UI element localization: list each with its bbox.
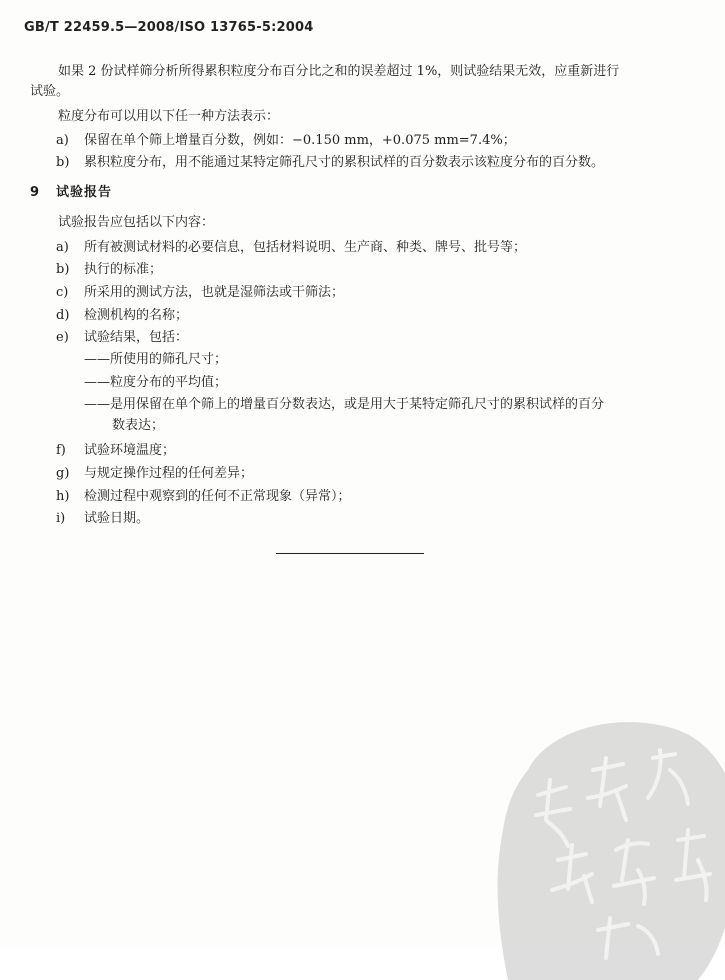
list-item-label: e) [56, 330, 69, 345]
list-item-label: d) [56, 308, 70, 323]
list-item-text: 所有被测试材料的必要信息，包括材料说明、生产商、种类、牌号、批号等； [84, 240, 527, 255]
list-item-text: 试验结果，包括： [84, 330, 189, 345]
list-item-text: 执行的标准； [84, 262, 163, 277]
list-item-label: b) [56, 262, 70, 277]
section-number: 9 [30, 185, 40, 200]
list-item-text: 检测过程中观察到的任何不正常现象（异常）； [84, 489, 351, 504]
paragraph-line: 试验报告应包括以下内容： [58, 215, 215, 230]
section-title: 试验报告 [56, 185, 113, 200]
list-item-text: 保留在单个筛上增量百分数，例如：−0.150 mm，+0.075 mm=7.4%； [84, 133, 516, 148]
list-item-text: 与规定操作过程的任何差异； [84, 466, 254, 481]
list-item-text: 累积粒度分布，用不能通过某特定筛孔尺寸的累积试样的百分数表示该粒度分布的百分数。 [84, 155, 605, 170]
sub-list-item: ——粒度分布的平均值； [84, 375, 228, 390]
list-item-label: h) [56, 489, 70, 504]
list-item-text: 检测机构的名称； [84, 308, 189, 323]
standard-number-header: GB/T 22459.5—2008/ISO 13765-5:2004 [24, 20, 314, 35]
seal-stamp-watermark [488, 700, 725, 980]
list-item-text: 试验环境温度； [84, 443, 176, 458]
list-item-label: b) [56, 155, 70, 170]
paragraph-line: 粒度分布可以用以下任一种方法表示： [58, 109, 280, 124]
end-rule-divider [276, 553, 424, 554]
list-item-label: a) [56, 133, 69, 148]
sub-list-item-continuation: 数表达； [112, 418, 165, 433]
list-item-label: f) [56, 443, 66, 458]
list-item-label: g) [56, 466, 70, 481]
list-item-text: 试验日期。 [84, 511, 150, 526]
list-item-label: i) [56, 511, 66, 526]
list-item-text: 所采用的测试方法，也就是湿筛法或干筛法； [84, 285, 345, 300]
sub-list-item: ——是用保留在单个筛上的增量百分数表达，或是用大于某特定筛孔尺寸的累积试样的百分 [84, 397, 605, 412]
list-item-label: a) [56, 240, 69, 255]
paragraph-line: 如果 2 份试样筛分析所得累积粒度分布百分比之和的误差超过 1%，则试验结果无效，应重新进行 [58, 64, 620, 79]
sub-list-item: ——所使用的筛孔尺寸； [84, 352, 228, 367]
paragraph-line: 试验。 [30, 84, 70, 99]
list-item-label: c) [56, 285, 69, 300]
